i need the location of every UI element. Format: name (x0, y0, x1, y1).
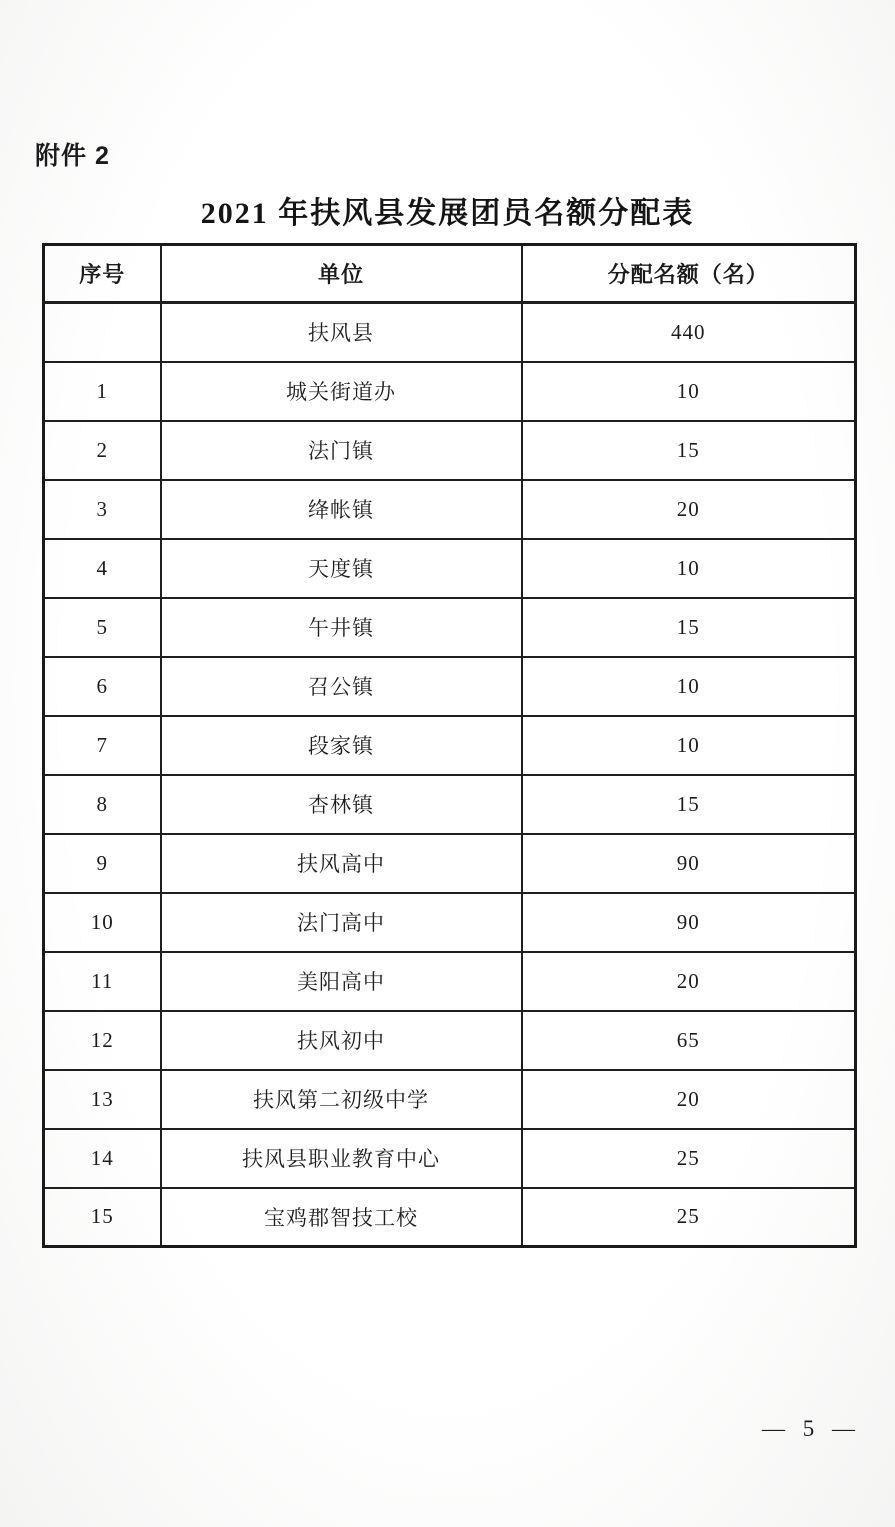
cell-index: 1 (44, 362, 161, 421)
cell-unit: 城关街道办 (161, 362, 522, 421)
cell-quota: 10 (522, 362, 856, 421)
column-header-unit: 单位 (161, 245, 522, 303)
table-row (44, 952, 856, 1011)
cell-index: 14 (44, 1129, 161, 1188)
attachment-label: 附件 2 (35, 142, 110, 170)
page-title: 2021 年扶风县发展团员名额分配表 (200, 197, 695, 230)
table-row (44, 716, 856, 775)
cell-index: 9 (44, 834, 161, 893)
cell-unit: 法门镇 (161, 421, 522, 480)
cell-index: 13 (44, 1070, 161, 1129)
cell-index: 4 (44, 539, 161, 598)
table-row (44, 1188, 856, 1247)
cell-index: 6 (44, 657, 161, 716)
cell-unit: 扶风第二初级中学 (161, 1070, 522, 1129)
table-row (44, 1070, 856, 1129)
column-header-index: 序号 (44, 245, 161, 303)
cell-unit: 午井镇 (161, 598, 522, 657)
cell-quota: 15 (522, 598, 856, 657)
cell-quota: 90 (522, 893, 856, 952)
cell-quota: 20 (522, 1070, 856, 1129)
cell-index: 11 (44, 952, 161, 1011)
cell-quota: 20 (522, 952, 856, 1011)
cell-index: 15 (44, 1188, 161, 1247)
cell-unit: 扶风县职业教育中心 (161, 1129, 522, 1188)
table-header-row (44, 245, 856, 303)
page-number: — 5 — (762, 1416, 861, 1441)
cell-unit: 扶风高中 (161, 834, 522, 893)
cell-quota: 440 (522, 303, 856, 362)
cell-unit: 绛帐镇 (161, 480, 522, 539)
table-row (44, 598, 856, 657)
cell-index: 12 (44, 1011, 161, 1070)
table-row (44, 539, 856, 598)
table-row (44, 834, 856, 893)
cell-unit: 宝鸡郡智技工校 (161, 1188, 522, 1247)
cell-quota: 25 (522, 1188, 856, 1247)
table-row (44, 303, 856, 362)
cell-index: 3 (44, 480, 161, 539)
table-row (44, 1129, 856, 1188)
cell-quota: 25 (522, 1129, 856, 1188)
table-row (44, 421, 856, 480)
cell-quota: 15 (522, 421, 856, 480)
cell-unit: 召公镇 (161, 657, 522, 716)
cell-unit: 天度镇 (161, 539, 522, 598)
cell-quota: 10 (522, 539, 856, 598)
cell-index: 10 (44, 893, 161, 952)
column-header-quota: 分配名额（名） (522, 245, 856, 303)
cell-index: 2 (44, 421, 161, 480)
cell-index: 5 (44, 598, 161, 657)
table-row (44, 775, 856, 834)
cell-quota: 15 (522, 775, 856, 834)
quota-allocation-table (42, 243, 857, 1248)
cell-unit: 法门高中 (161, 893, 522, 952)
table-row (44, 362, 856, 421)
table-body (44, 303, 856, 1247)
cell-index: 8 (44, 775, 161, 834)
cell-quota: 10 (522, 716, 856, 775)
cell-unit: 美阳高中 (161, 952, 522, 1011)
table-row (44, 1011, 856, 1070)
cell-index: 7 (44, 716, 161, 775)
cell-quota: 10 (522, 657, 856, 716)
cell-quota: 65 (522, 1011, 856, 1070)
cell-quota: 20 (522, 480, 856, 539)
table-row (44, 480, 856, 539)
table-row (44, 893, 856, 952)
cell-quota: 90 (522, 834, 856, 893)
cell-unit: 段家镇 (161, 716, 522, 775)
cell-unit: 扶风县 (161, 303, 522, 362)
cell-unit: 扶风初中 (161, 1011, 522, 1070)
cell-index (44, 303, 161, 362)
table-row (44, 657, 856, 716)
cell-unit: 杏林镇 (161, 775, 522, 834)
